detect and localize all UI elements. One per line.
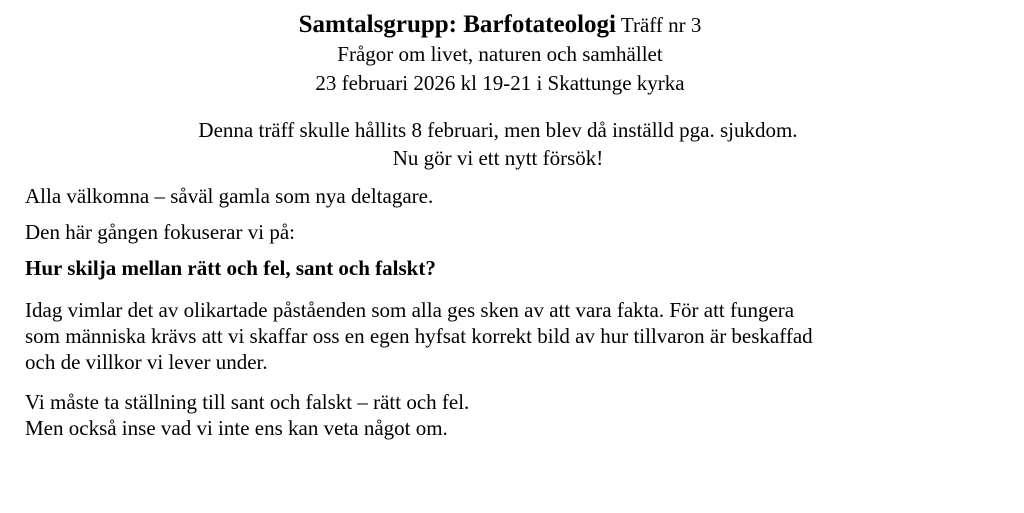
closing-line-2: Men också inse vad vi inte ens kan veta något om. bbox=[25, 416, 448, 440]
title-line bbox=[0, 10, 1000, 40]
paragraph-line-3: och de villkor vi lever under. bbox=[25, 350, 268, 374]
notice-line-2: Nu gör vi ett nytt försök! bbox=[392, 146, 604, 170]
notice-line-1: Denna träff skulle hållits 8 februari, men blev då inställd pga. sjukdom. bbox=[198, 118, 798, 142]
focus-topic: Hur skilja mellan rätt och fel, sant och falskt? bbox=[25, 256, 436, 280]
group-title: Samtalsgrupp: Barfotateologi bbox=[298, 11, 616, 38]
subtitle: Frågor om livet, naturen och samhället bbox=[337, 42, 663, 66]
date-place: 23 februari 2026 kl 19-21 i Skattunge kyrka bbox=[315, 71, 685, 95]
description-paragraph bbox=[25, 297, 1005, 375]
meeting-number: Träff nr 3 bbox=[620, 13, 702, 37]
welcome-text: Alla välkomna – såväl gamla som nya deltagare. bbox=[25, 184, 434, 208]
closing-line-1: Vi måste ta ställning till sant och falskt – rätt och fel. bbox=[25, 390, 470, 414]
focus-intro: Den här gången fokuserar vi på: bbox=[25, 220, 295, 244]
paragraph-line-1: Idag vimlar det av olikartade påståenden som alla ges sken av att vara fakta. För att fungera bbox=[25, 298, 795, 322]
document-header bbox=[0, 10, 1000, 98]
cancellation-notice bbox=[0, 116, 996, 172]
closing-paragraph bbox=[25, 389, 1005, 441]
document-body bbox=[25, 183, 1005, 441]
paragraph-line-2: som människa krävs att vi skaffar oss en egen hyfsat korrekt bild av hur tillvaron är beskaffad bbox=[25, 324, 813, 348]
